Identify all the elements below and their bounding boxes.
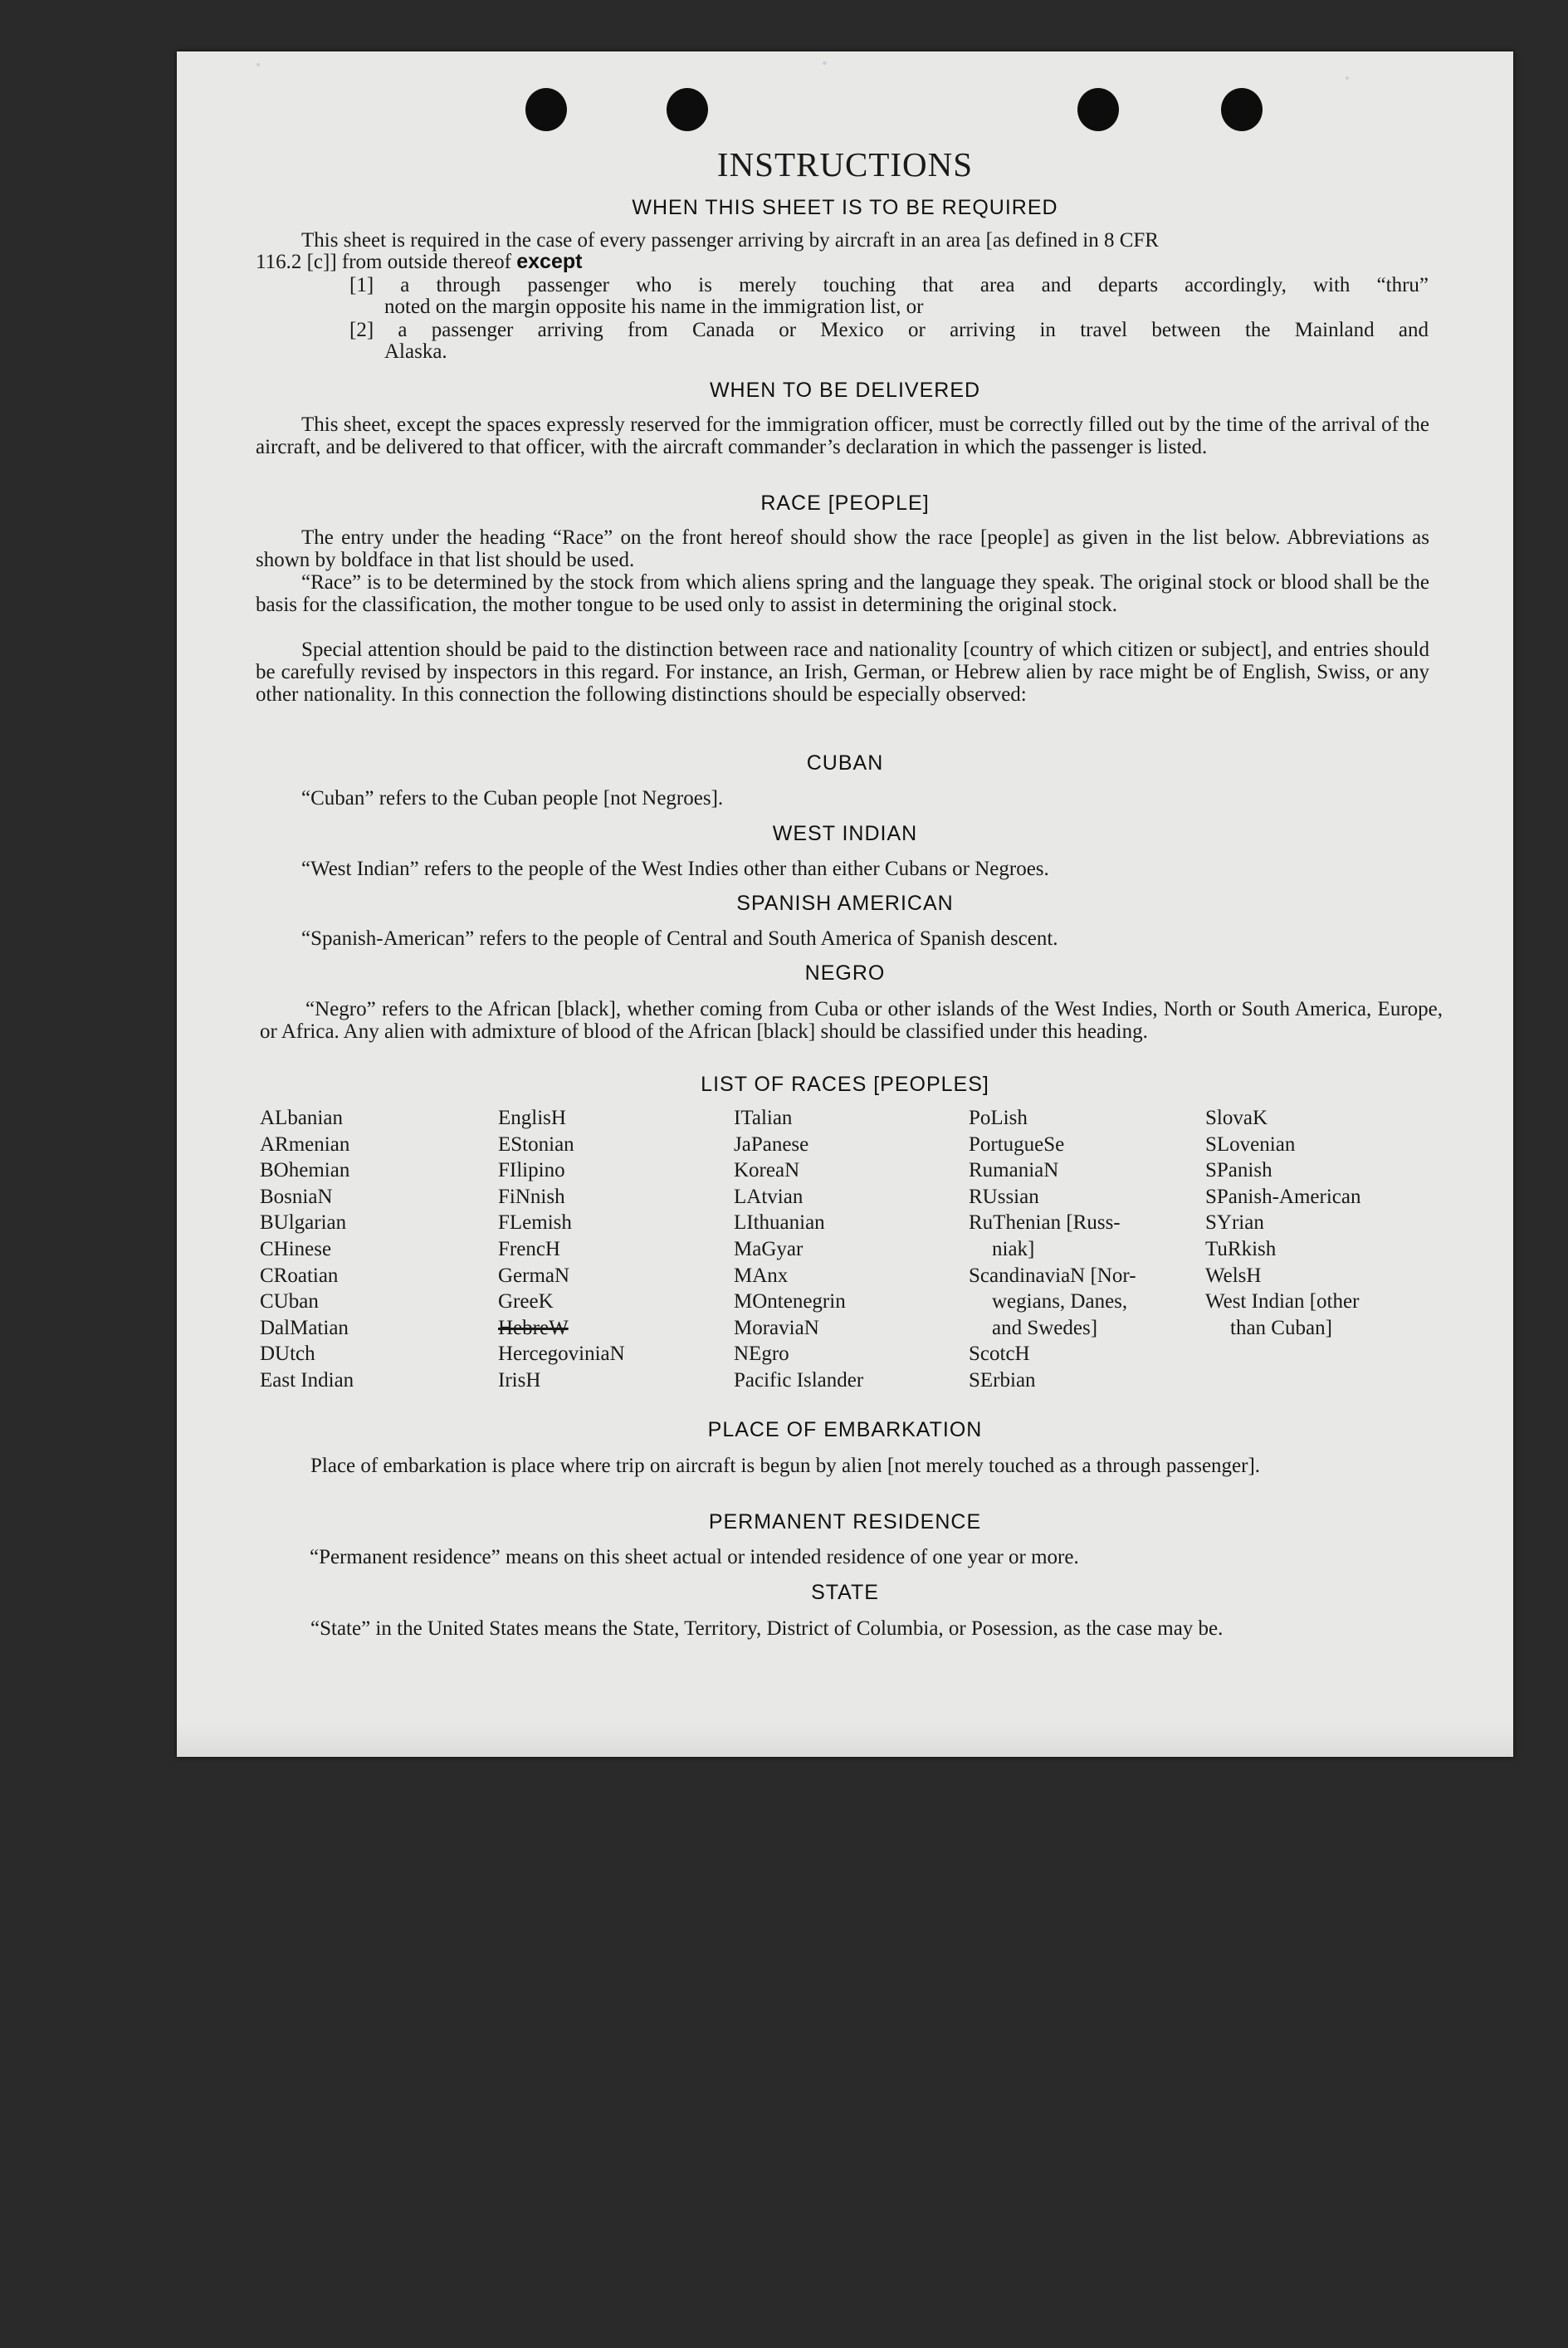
list-item: DUtch [260,1343,315,1366]
permanent-residence-text: “Permanent residence” means on this sheet actual or intended residence of one year or more. [310,1546,1079,1568]
list-item: MAnx [734,1264,789,1287]
list-item: SLovenian [1205,1132,1296,1156]
list-item: East Indian [260,1368,354,1392]
list-item: ScotcH [969,1343,1030,1366]
list-item: BUlgarian [260,1211,347,1235]
document-page [177,51,1513,1757]
list-item: NEgro [734,1343,789,1366]
list-item: RumaniaN [969,1159,1059,1182]
section-heading-state: STATE [811,1581,879,1604]
section-heading-required: WHEN THIS SHEET IS TO BE REQUIRED [632,196,1058,219]
race-paragraph3: Special attention should be paid to the distinction between race and nationality [country of which citizen or subject], and entries should be carefully revised by inspectors in this regard. For instance, an Irish, German, or Hebrew alien by race might be of English, Swiss, or any other nationality. In this connection the following distinctions should be especially observed: [256,638,1429,706]
list-item: SPanish [1205,1159,1272,1182]
required-text-line2: 116.2 [c]] from outside thereof except [256,250,583,273]
list-item-struck-out: HebreW [498,1316,569,1339]
list-item: DalMatian [260,1316,349,1339]
list-item-continued: and Swedes] [992,1316,1098,1339]
list-item: SErbian [969,1368,1036,1392]
section-heading-cuban: CUBAN [806,751,884,775]
section-heading-permanent-residence: PERMANENT RESIDENCE [708,1510,982,1534]
list-item: TuRkish [1205,1237,1277,1260]
section-heading-negro: NEGRO [804,961,886,985]
list-item: SPanish-American [1205,1185,1361,1208]
list-item: FiNnish [498,1185,565,1208]
list-item: EnglisH [498,1107,566,1129]
race-list-column-3 [734,1105,863,1394]
list-item: MOntenegrin [734,1290,846,1313]
page-title: INSTRUCTIONS [716,145,974,183]
required-item2-line1: [2] a passenger arriving from Canada or Mexico or arriving in travel between the Mainland and [349,319,1429,341]
list-item: IrisH [498,1368,541,1392]
punch-hole [1221,88,1263,131]
list-item: PoLish [969,1107,1028,1129]
section-heading-list-of-races: LIST OF RACES [PEOPLES] [701,1073,989,1096]
section-heading-embarkation: PLACE OF EMBARKATION [707,1418,983,1441]
list-item: MoraviaN [734,1316,819,1339]
except-keyword: except [516,250,583,273]
race-list-column-2 [498,1105,625,1394]
list-item: CHinese [260,1237,332,1260]
list-item: MaGyar [734,1237,804,1260]
section-heading-spanish-american: SPANISH AMERICAN [736,892,954,915]
list-item: SYrian [1205,1211,1264,1235]
list-item: FIlipino [498,1159,565,1182]
section-heading-west-indian: WEST INDIAN [772,822,918,845]
list-item: FrencH [498,1237,560,1260]
list-item: CUban [260,1290,319,1313]
list-item: ITalian [734,1107,793,1129]
list-item-continued: wegians, Danes, [992,1290,1128,1313]
race-paragraph1: The entry under the heading “Race” on the front hereof should show the race [people] as given in the list below. Abbreviations as shown by boldface in that list should be used. [256,526,1429,571]
list-item: WelsH [1205,1264,1262,1287]
list-item-continued: niak] [992,1237,1035,1260]
list-item: GermaN [498,1264,570,1287]
negro-text: “Negro” refers to the African [black], whether coming from Cuba or other islands of the West Indies, North or South America, Europe, or Africa. Any alien with admixture of blood of the African [black] should be classified under this heading. [260,998,1443,1043]
required-text-line1: This sheet is required in the case of every passenger arriving by aircraft in an area [as defined in 8 CFR [301,229,1159,252]
embarkation-text: Place of embarkation is place where trip on aircraft is begun by alien [not merely touched as a through passenger]. [310,1455,1261,1477]
list-item: BosniaN [260,1185,333,1208]
required-item2-line2: Alaska. [384,340,447,363]
list-item: RuThenian [Russ- [969,1211,1121,1235]
list-item: FLemish [498,1211,572,1235]
list-item: RUssian [969,1185,1039,1208]
list-item: ALbanian [260,1107,343,1129]
list-item: JaPanese [734,1132,809,1156]
list-item: SlovaK [1205,1107,1268,1129]
list-item: LIthuanian [734,1211,825,1235]
list-item: ARmenian [260,1132,350,1156]
punch-hole [525,88,567,131]
section-heading-race: RACE [PEOPLE] [760,492,930,515]
section-heading-delivered: WHEN TO BE DELIVERED [709,379,981,402]
race-paragraph2: “Race” is to be determined by the stock from which aliens spring and the language they speak. The original stock or blood shall be the basis for the classification, the mother tongue to be used only to assist in determining the original stock. [256,571,1429,616]
race-list-column-1 [260,1105,354,1394]
list-item: LAtvian [734,1185,804,1208]
list-item: ScandinaviaN [Nor- [969,1264,1136,1287]
delivered-text: This sheet, except the spaces expressly reserved for the immigration officer, must be correctly filled out by the time of the arrival of the aircraft, and be delivered to that officer, with the aircraft commander’s declaration in which the passenger is listed. [256,413,1429,458]
list-item: BOhemian [260,1159,350,1182]
required-item1-line1: [1] a through passenger who is merely touching that area and departs accordingly, with “thru” [349,274,1429,296]
list-item: HercegoviniaN [498,1343,625,1366]
list-item-continued: than Cuban] [1230,1316,1332,1339]
race-list-column-5 [1205,1105,1360,1341]
list-item: West Indian [other [1205,1290,1360,1313]
list-item: EStonian [498,1132,574,1156]
punch-hole [667,88,708,131]
punch-hole [1077,88,1119,131]
list-item: KoreaN [734,1159,800,1182]
list-item: GreeK [498,1290,554,1313]
spanish-american-text: “Spanish-American” refers to the people of Central and South America of Spanish descent. [301,927,1058,950]
list-item: CRoatian [260,1264,339,1287]
race-list-column-4 [969,1105,1136,1394]
list-item: Pacific Islander [734,1368,864,1392]
state-text: “State” in the United States means the State, Territory, District of Columbia, or Posession, as the case may be. [310,1617,1224,1640]
list-item: PortugueSe [969,1132,1065,1156]
cuban-text: “Cuban” refers to the Cuban people [not Negroes]. [301,787,724,810]
required-item1-line2: noted on the margin opposite his name in the immigration list, or [384,296,924,318]
west-indian-text: “West Indian” refers to the people of the West Indies other than either Cubans or Negroes. [301,858,1049,880]
